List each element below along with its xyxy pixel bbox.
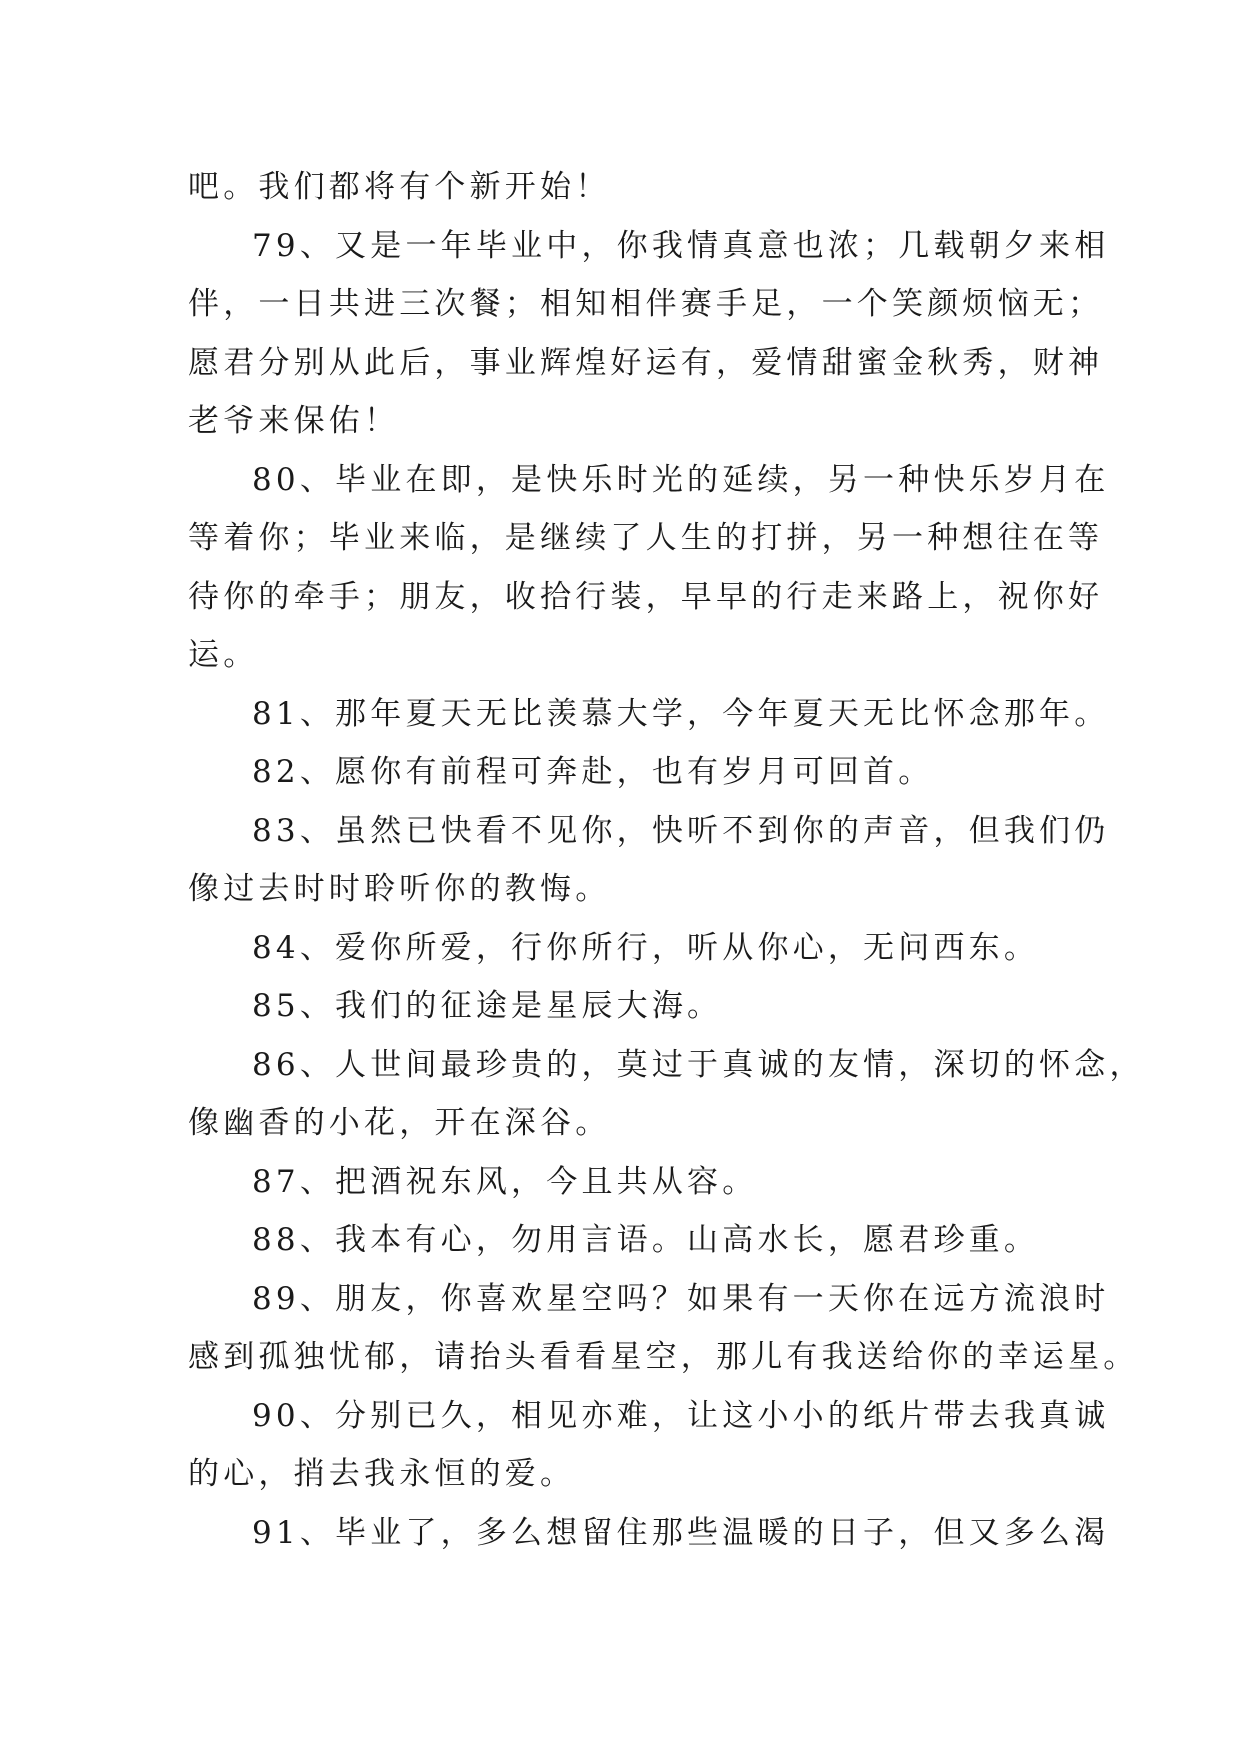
text-line: 88、我本有心，勿用言语。山高水长，愿君珍重。 <box>252 1222 1040 1258</box>
text-line: 像过去时时聆听你的教悔。 <box>188 871 611 907</box>
text-line: 90、分别已久，相见亦难，让这小小的纸片带去我真诚 <box>252 1397 1110 1434</box>
text-line: 等着你；毕业来临，是继续了人生的打拼，另一种想往在等 <box>188 520 1104 556</box>
text-line: 85、我们的征途是星辰大海。 <box>252 988 723 1024</box>
text-line: 感到孤独忧郁，请抬头看看星空，那儿有我送给你的幸运星。 <box>188 1339 1139 1375</box>
text-line: 84、爱你所爱，行你所行，听从你心，无问西东。 <box>252 929 1040 966</box>
text-line: 像幽香的小花，开在深谷。 <box>188 1105 611 1141</box>
text-line: 的心，捎去我永恒的爱。 <box>188 1456 576 1492</box>
text-line: 吧。我们都将有个新开始！ <box>188 169 611 205</box>
text-line: 伴，一日共进三次餐；相知相伴赛手足，一个笑颜烦恼无； <box>188 286 1104 322</box>
text-line: 81、那年夏天无比羡慕大学，今年夏天无比怀念那年。 <box>252 695 1110 732</box>
text-line: 83、虽然已快看不见你，快听不到你的声音，但我们仍 <box>252 812 1110 849</box>
text-line: 运。 <box>188 637 259 673</box>
text-line: 82、愿你有前程可奔赴，也有岁月可回首。 <box>252 754 934 790</box>
text-line: 87、把酒祝东风，今且共从容。 <box>252 1163 758 1200</box>
text-line: 91、毕业了，多么想留住那些温暖的日子，但又多么渴 <box>252 1514 1110 1551</box>
text-line: 86、人世间最珍贵的，莫过于真诚的友情，深切的怀念， <box>252 1046 1145 1083</box>
text-line: 老爷来保佑！ <box>188 403 400 439</box>
document-body <box>188 158 1145 1562</box>
text-line: 80、毕业在即，是快乐时光的延续，另一种快乐岁月在 <box>252 461 1110 498</box>
text-line: 愿君分别从此后，事业辉煌好运有，爱情甜蜜金秋秀，财神 <box>188 344 1104 381</box>
text-line: 89、朋友，你喜欢星空吗？如果有一天你在远方流浪时 <box>252 1280 1110 1317</box>
text-line: 待你的牵手；朋友，收拾行装，早早的行走来路上，祝你好 <box>188 578 1104 615</box>
text-line: 79、又是一年毕业中，你我情真意也浓；几载朝夕来相 <box>252 227 1110 264</box>
